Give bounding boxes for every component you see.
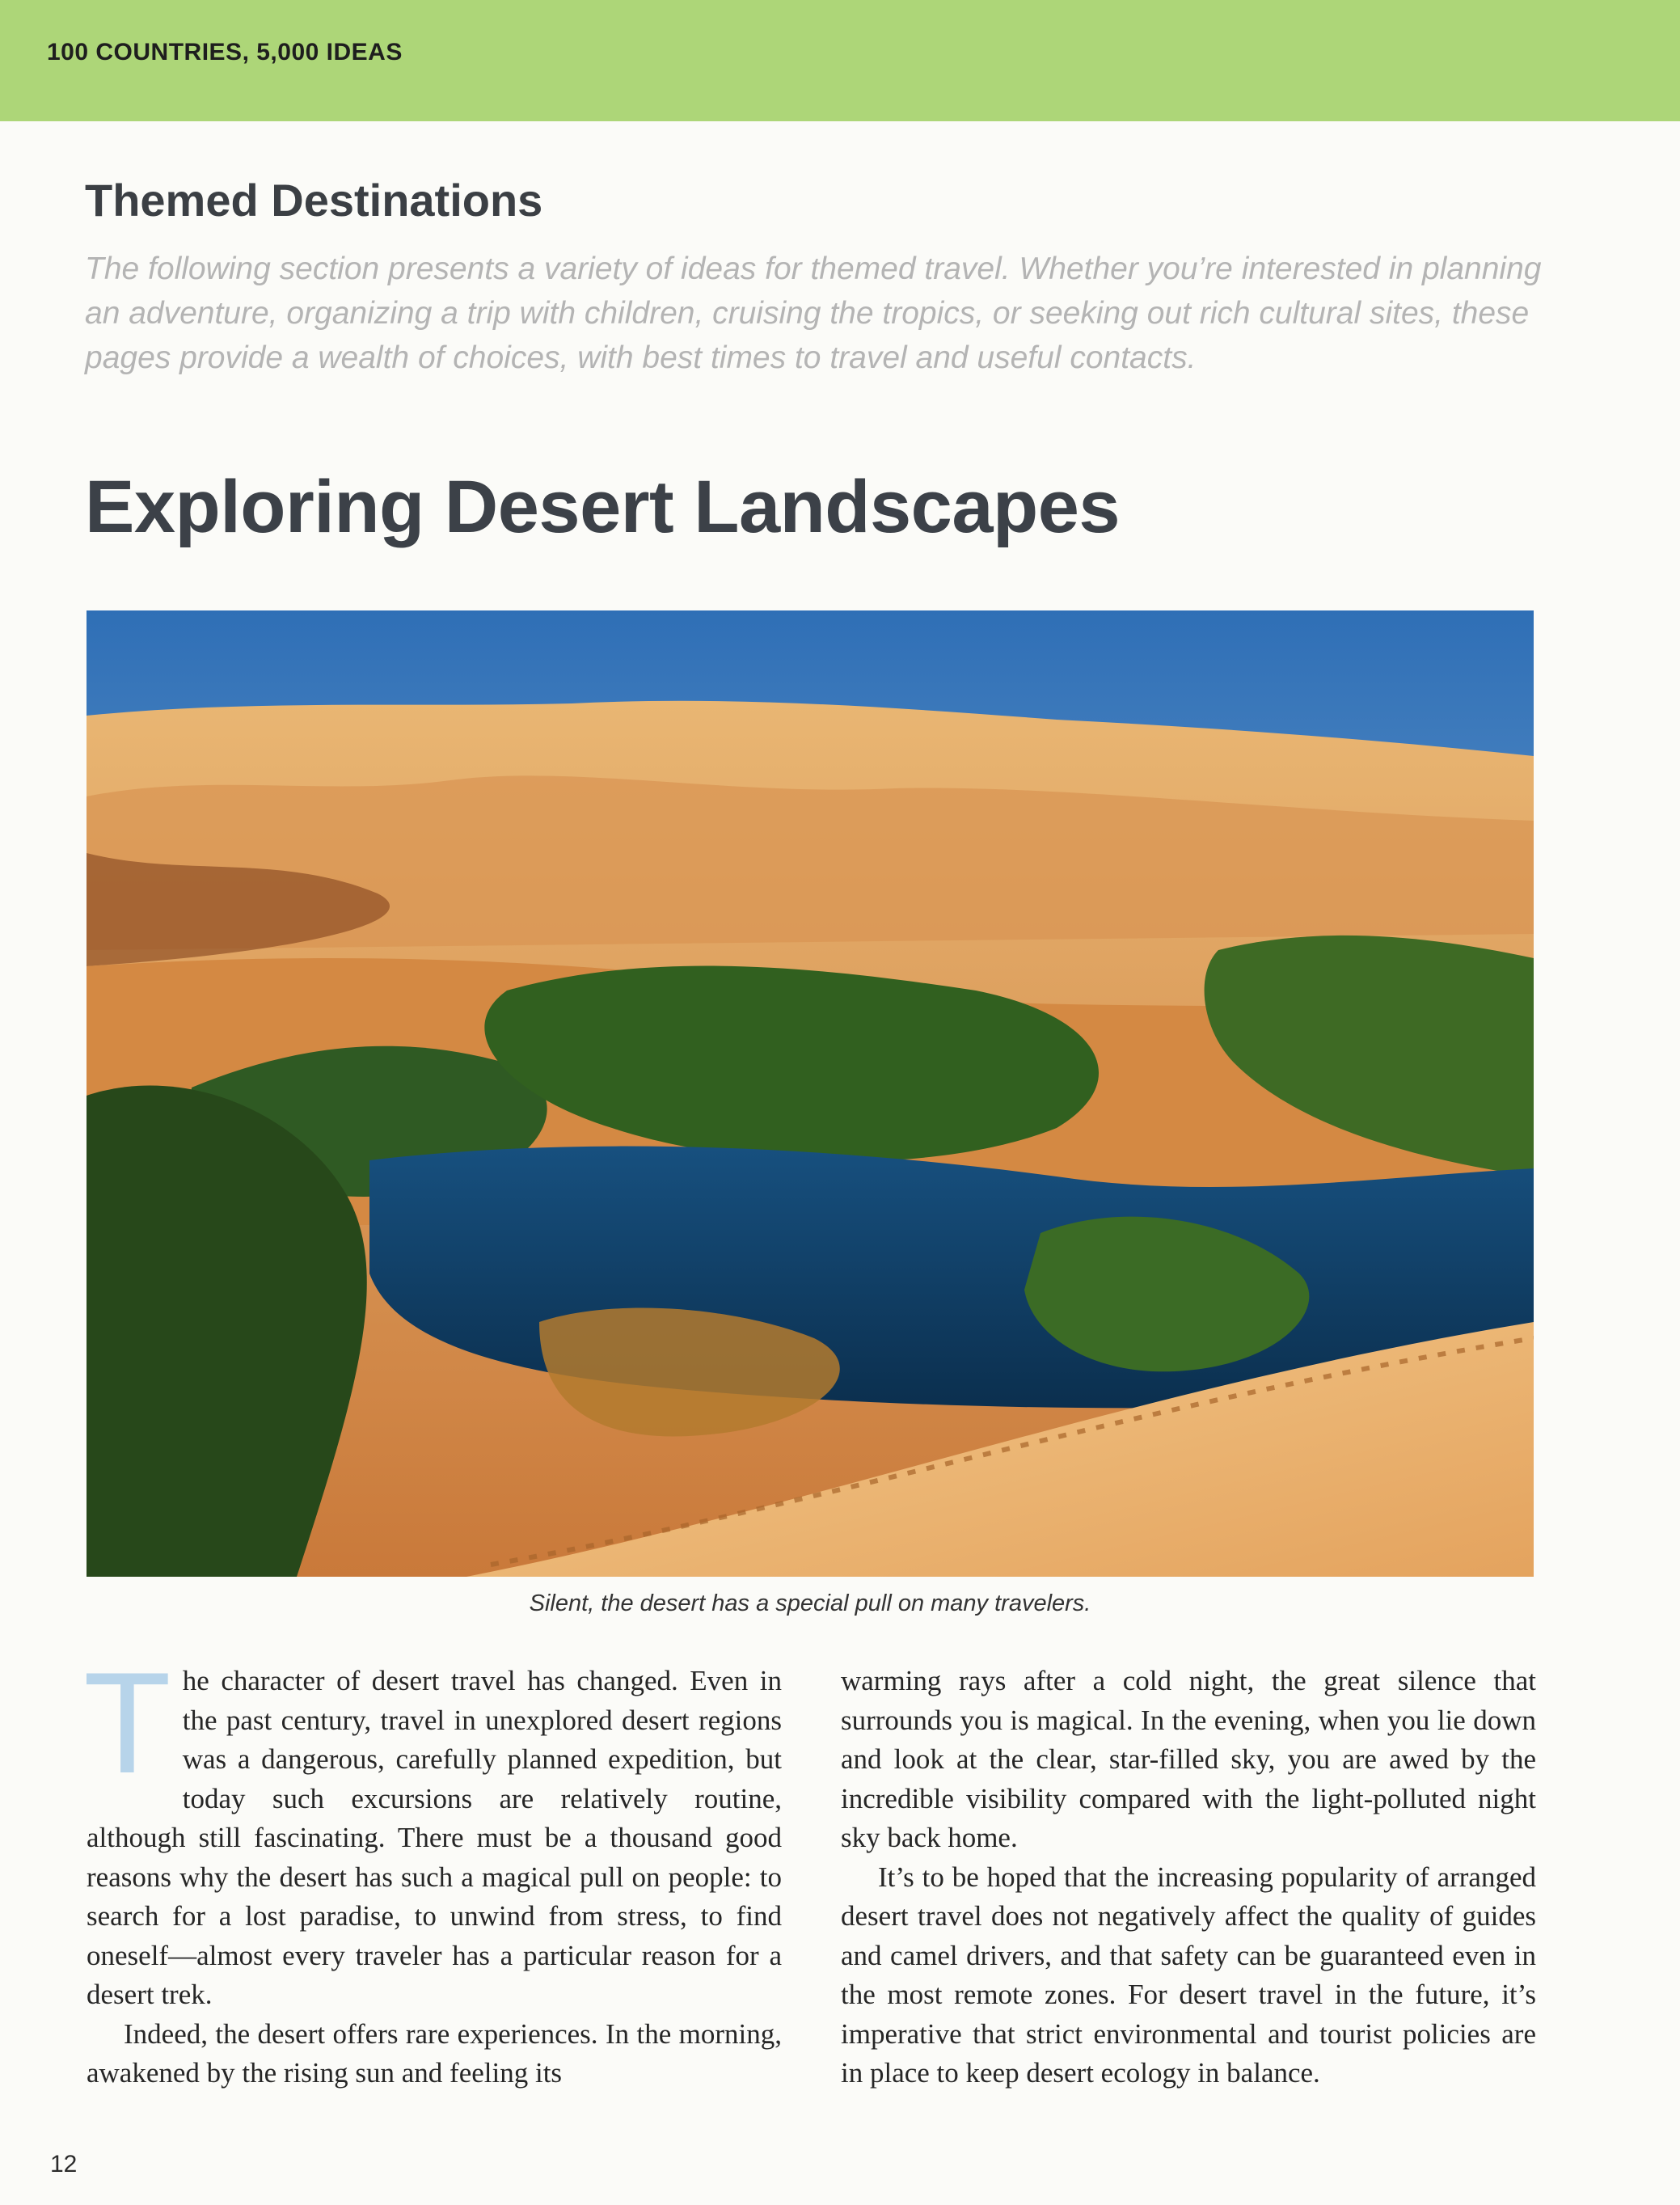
article-column-right: [841, 1662, 1536, 2093]
running-head: 100 COUNTRIES, 5,000 IDEAS: [47, 39, 403, 65]
paragraph: Indeed, the desert offers rare experiences. In the morning, awakened by the rising sun and feeling its: [87, 2017, 782, 2089]
page-number: 12: [50, 2151, 78, 2178]
paragraph: warming rays after a cold night, the great silence that surrounds you is magical. In the evening, when you lie down and look at the clear, star-filled sky, you are awed by the incredible visibility compared with the light-polluted night sky back home.: [841, 1665, 1536, 1853]
section-intro: The following section presents a variety of ideas for themed travel. Whether you’re interested in planning an adventure, organizing a trip with children, cruising the tropics, or seeking out rich cultural sites, these pages provide a wealth of choices, with best times to travel and useful contacts.: [85, 251, 1542, 375]
paragraph-text: he character of desert travel has changed. Even in the past century, travel in unexplored desert regions was a dangerous, carefully planned expedition, but today such excursions are relatively routine, although still fascinating. There must be a thousand good reasons why the desert has such a magical pull on people: to search for a lost paradise, to unwind from stress, to find oneself—almost every traveler has a particular reason for a desert trek.: [87, 1665, 782, 2010]
drop-cap: T: [83, 1642, 171, 1803]
article-column-left: [83, 1642, 782, 2093]
section-title: Themed Destinations: [85, 175, 543, 226]
photo-caption: Silent, the desert has a special pull on many travelers.: [529, 1590, 1091, 1616]
article-title: Exploring Desert Landscapes: [85, 466, 1121, 548]
paragraph: It’s to be hoped that the increasing popularity of arranged desert travel does not negatively affect the quality of guides and camel drivers, and that safety can be guaranteed even in the most remote zones. For desert travel in the future, it’s imperative that strict environmental and tourist policies are in place to keep desert ecology in balance.: [841, 1861, 1536, 2089]
desert-oasis-photo: [87, 610, 1534, 1577]
paragraph: [83, 1642, 782, 2015]
